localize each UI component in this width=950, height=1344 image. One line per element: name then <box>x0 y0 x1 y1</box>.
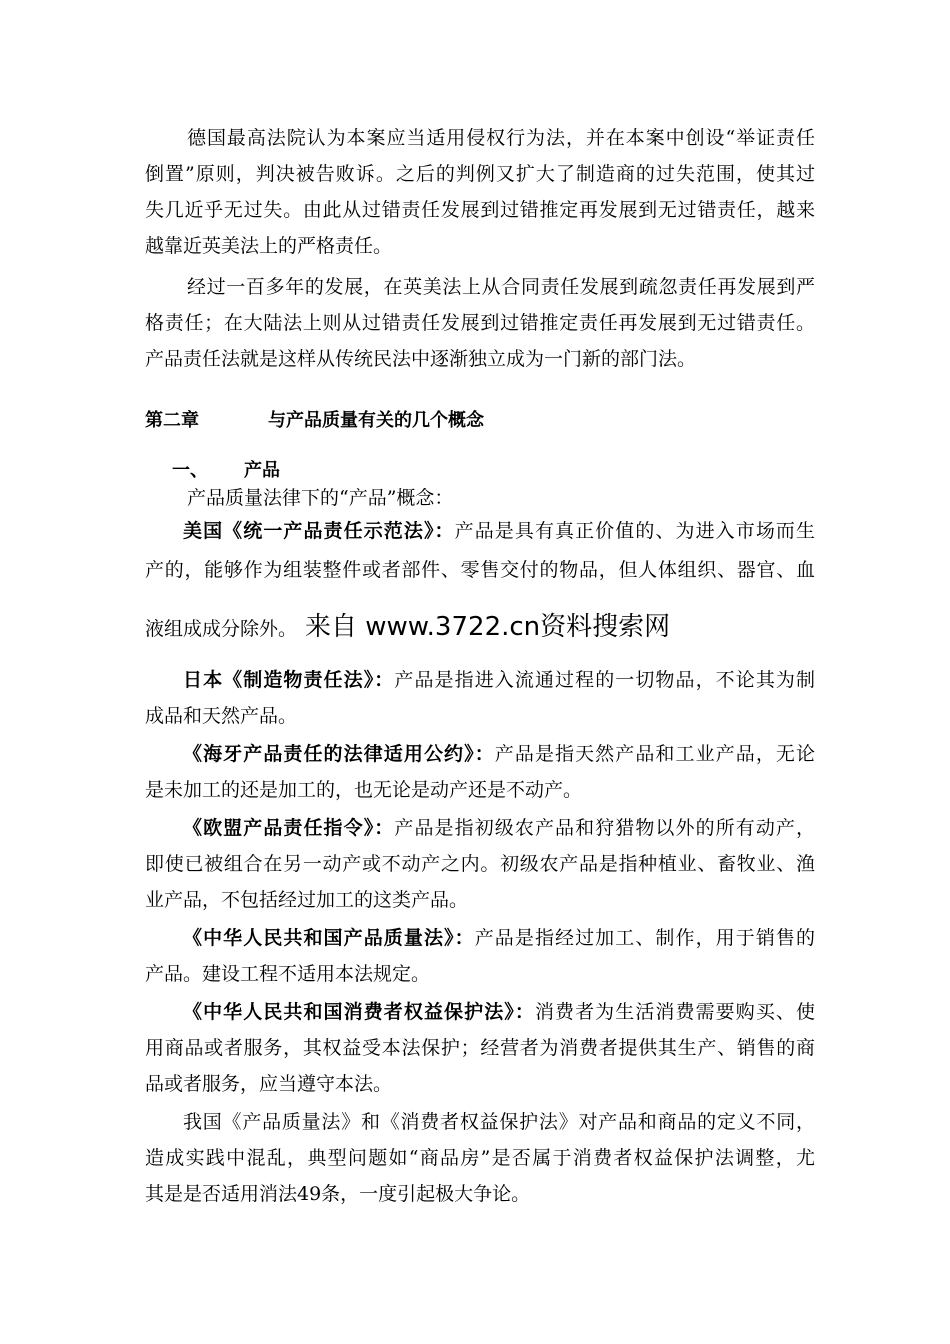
definition-usa-text: 产品是具有真正价值的、为进入市场而生 <box>454 520 815 542</box>
chapter-title: 与产品质量有关的几个概念 <box>268 410 484 431</box>
paragraph-line: 失几近乎无过失。由此从过错责任发展到过错推定再发展到无过错责任，越来 <box>145 199 815 221</box>
section-number: 一、 <box>172 460 208 481</box>
definition-hague-label: 《海牙产品责任的法律适用公约》： <box>183 743 495 765</box>
paragraph-line: 德国最高法院认为本案应当适用侵权行为法，并在本案中创设“举证责任 <box>187 127 815 149</box>
definition-usa-label: 美国《统一产品责任示范法》： <box>183 520 455 542</box>
paragraph-line: 是未加工的还是加工的，也无论是动产还是不动产。 <box>145 779 583 801</box>
definition-prc-consumer-label: 《中华人民共和国消费者权益保护法》： <box>183 1001 535 1023</box>
paragraph-line: 造成实践中混乱，典型问题如“商品房”是否属于消费者权益保护法调整，尤 <box>145 1147 815 1169</box>
definition-prc-quality-line <box>183 925 815 951</box>
paragraph-line: 产品责任法就是这样从传统民法中逐渐独立成为一门新的部门法。 <box>145 348 697 370</box>
definition-eu-label: 《欧盟产品责任指令》： <box>183 817 395 839</box>
definition-japan-text: 产品是指进入流通过程的一切物品，不论其为制 <box>394 669 815 691</box>
paragraph-line: 产的，能够作为组装整件或者部件、零售交付的物品，但人体组织、器官、血 <box>145 559 815 581</box>
definition-prc-quality-text: 产品是指经过加工、制作，用于销售的 <box>474 927 815 949</box>
section-title: 产品 <box>244 460 280 481</box>
paragraph-line: 业产品，不包括经过加工的这类产品。 <box>145 889 469 911</box>
paragraph-line: 经过一百多年的发展，在英美法上从合同责任发展到疏忽责任再发展到严 <box>187 276 815 298</box>
definition-prc-consumer-line <box>183 999 815 1025</box>
paragraph-line: 越靠近英美法上的严格责任。 <box>145 235 393 257</box>
paragraph-line: 品或者服务，应当遵守本法。 <box>145 1073 393 1095</box>
definition-japan-label: 日本《制造物责任法》： <box>183 669 395 691</box>
paragraph-line: 用商品或者服务，其权益受本法保护；经营者为消费者提供其生产、销售的商 <box>145 1037 815 1059</box>
paragraph-line: 其是是否适用消法49条，一度引起极大争论。 <box>145 1183 531 1205</box>
definition-prc-quality-label: 《中华人民共和国产品质量法》： <box>183 927 475 949</box>
chapter-number: 第二章 <box>145 410 199 431</box>
paragraph-line: 液组成成分除外。 <box>145 618 298 640</box>
intro-line: 产品质量法律下的“产品”概念： <box>187 487 454 509</box>
definition-eu-line <box>183 815 815 841</box>
paragraph-line: 我国《产品质量法》和《消费者权益保护法》对产品和商品的定义不同， <box>183 1111 815 1133</box>
definition-hague-text: 产品是指天然产品和工业产品，无论 <box>494 743 815 765</box>
definition-hague-line <box>183 741 815 767</box>
definition-usa-line <box>183 518 815 544</box>
paragraph-line: 倒置”原则，判决被告败诉。之后的判例又扩大了制造商的过失范围，使其过 <box>145 163 815 185</box>
definition-japan-line <box>183 667 815 693</box>
definition-prc-consumer-text: 消费者为生活消费需要购买、使 <box>534 1001 815 1023</box>
paragraph-line: 即使已被组合在另一动产或不动产之内。初级农产品是指种植业、畜牧业、渔 <box>145 853 815 875</box>
paragraph-line: 产品。建设工程不适用本法规定。 <box>145 963 431 985</box>
paragraph-line: 格责任；在大陆法上则从过错责任发展到过错推定责任再发展到无过错责任。 <box>145 312 815 334</box>
watermark-text: 来自 www.3722.cn资料搜索网 <box>305 612 671 642</box>
paragraph-line: 成品和天然产品。 <box>145 705 298 727</box>
definition-eu-text: 产品是指初级农产品和狩猎物以外的所有动产， <box>394 817 815 839</box>
